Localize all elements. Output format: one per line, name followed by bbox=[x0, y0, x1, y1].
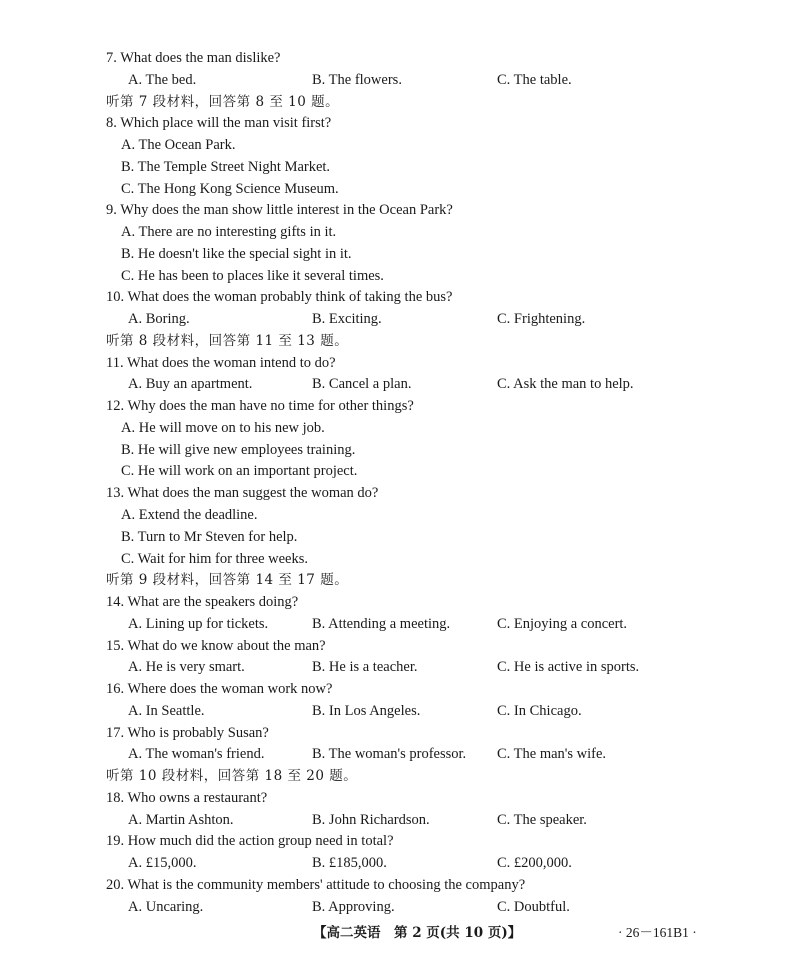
question-stem bbox=[0, 679, 800, 699]
option-line bbox=[0, 461, 800, 481]
option-text: A. There are no interesting gifts in it. bbox=[121, 224, 337, 241]
question-text: 12. Why does the man have no time for other things? bbox=[106, 398, 414, 415]
option-a: A. The bed. bbox=[128, 71, 197, 88]
option-line bbox=[0, 505, 800, 525]
options-row bbox=[0, 70, 800, 90]
option-line bbox=[0, 135, 800, 155]
option-b: B. He is a teacher. bbox=[312, 659, 418, 676]
question-text: 13. What does the man suggest the woman do? bbox=[106, 485, 379, 502]
section-instruction bbox=[0, 331, 800, 351]
option-b: B. Cancel a plan. bbox=[312, 376, 412, 393]
question-text: 16. Where does the woman work now? bbox=[106, 681, 333, 697]
option-a: A. Buy an apartment. bbox=[128, 376, 253, 393]
option-b: B. The flowers. bbox=[312, 71, 402, 88]
option-line bbox=[0, 266, 800, 286]
question-stem bbox=[0, 287, 800, 307]
footer-code: · 26－161B1 · bbox=[618, 925, 697, 940]
option-line bbox=[0, 222, 800, 242]
question-stem bbox=[0, 200, 800, 220]
question-text: 19. How much did the action group need in total? bbox=[106, 833, 394, 850]
question-stem bbox=[0, 636, 800, 656]
option-c: C. Frightening. bbox=[497, 311, 586, 328]
option-text: A. The Ocean Park. bbox=[121, 137, 236, 153]
options-row bbox=[0, 701, 800, 721]
option-a: A. The woman's friend. bbox=[128, 746, 265, 763]
question-stem bbox=[0, 723, 800, 743]
option-a: A. Boring. bbox=[128, 311, 190, 328]
option-line bbox=[0, 440, 800, 460]
question-text: 8. Which place will the man visit first? bbox=[106, 115, 332, 132]
option-b: B. The woman's professor. bbox=[312, 746, 467, 763]
instruction-text: 听第 7 段材料，回答第 8 至 10 题。 bbox=[106, 93, 340, 110]
option-a: A. Lining up for tickets. bbox=[128, 615, 269, 632]
option-a: A. Uncaring. bbox=[128, 898, 204, 915]
options-row bbox=[0, 657, 800, 677]
question-stem bbox=[0, 592, 800, 612]
option-text: B. Turn to Mr Steven for help. bbox=[121, 528, 298, 545]
option-b: B. £185,000. bbox=[312, 855, 387, 872]
question-stem bbox=[0, 113, 800, 133]
option-text: B. He will give new employees training. bbox=[121, 441, 356, 458]
question-stem bbox=[0, 875, 800, 895]
option-line bbox=[0, 418, 800, 438]
option-c: C. In Chicago. bbox=[497, 702, 582, 719]
option-c: C. The table. bbox=[497, 71, 572, 88]
option-a: A. £15,000. bbox=[128, 855, 197, 872]
options-row bbox=[0, 614, 800, 634]
option-b: B. In Los Angeles. bbox=[312, 702, 421, 719]
option-text: A. He will move on to his new job. bbox=[121, 419, 325, 436]
options-row bbox=[0, 810, 800, 830]
option-text: C. He has been to places like it several times. bbox=[121, 267, 384, 284]
question-text: 7. What does the man dislike? bbox=[106, 50, 281, 66]
options-row bbox=[0, 309, 800, 329]
option-text: C. He will work on an important project. bbox=[121, 463, 358, 480]
question-text: 11. What does the woman intend to do? bbox=[106, 354, 336, 371]
option-c: C. The man's wife. bbox=[497, 746, 607, 763]
footer-page-info: 【高二英语 第 2 页(共 10 页)】 bbox=[313, 925, 522, 941]
question-text: 9. Why does the man show little interest in the Ocean Park? bbox=[106, 202, 453, 219]
section-instruction bbox=[0, 92, 800, 112]
option-a: A. In Seattle. bbox=[128, 702, 205, 719]
option-b: B. John Richardson. bbox=[312, 811, 430, 828]
option-c: C. Doubtful. bbox=[497, 898, 570, 915]
instruction-text: 听第 9 段材料，回答第 14 至 17 题。 bbox=[106, 572, 349, 589]
option-line bbox=[0, 527, 800, 547]
option-a: A. Martin Ashton. bbox=[128, 811, 234, 828]
option-line bbox=[0, 549, 800, 569]
options-row bbox=[0, 374, 800, 394]
option-text: A. Extend the deadline. bbox=[121, 507, 258, 523]
option-c: C. He is active in sports. bbox=[497, 659, 640, 676]
option-text: B. He doesn't like the special sight in it. bbox=[121, 245, 352, 262]
instruction-text: 听第 10 段材料，回答第 18 至 20 题。 bbox=[106, 768, 358, 785]
option-b: B. Exciting. bbox=[312, 311, 382, 328]
option-text: B. The Temple Street Night Market. bbox=[121, 158, 331, 175]
options-row bbox=[0, 897, 800, 917]
section-instruction bbox=[0, 766, 800, 786]
question-stem bbox=[0, 353, 800, 373]
question-text: 14. What are the speakers doing? bbox=[106, 594, 299, 610]
option-b: B. Approving. bbox=[312, 898, 395, 915]
option-c: C. The speaker. bbox=[497, 811, 587, 828]
option-line bbox=[0, 157, 800, 177]
option-c: C. Enjoying a concert. bbox=[497, 615, 628, 632]
option-c: C. Ask the man to help. bbox=[497, 376, 634, 393]
section-instruction bbox=[0, 570, 800, 590]
question-text: 17. Who is probably Susan? bbox=[106, 724, 269, 741]
question-text: 18. Who owns a restaurant? bbox=[106, 789, 268, 806]
question-stem bbox=[0, 483, 800, 503]
question-stem bbox=[0, 396, 800, 416]
options-row bbox=[0, 853, 800, 873]
option-line bbox=[0, 244, 800, 264]
question-stem bbox=[0, 788, 800, 808]
instruction-text: 听第 8 段材料，回答第 11 至 13 题。 bbox=[106, 332, 349, 349]
option-b: B. Attending a meeting. bbox=[312, 615, 451, 632]
question-stem bbox=[0, 831, 800, 851]
option-c: C. £200,000. bbox=[497, 855, 572, 872]
option-line bbox=[0, 179, 800, 199]
option-text: C. The Hong Kong Science Museum. bbox=[121, 180, 339, 197]
question-stem bbox=[0, 48, 800, 68]
question-text: 10. What does the woman probably think of taking the bus? bbox=[106, 289, 453, 306]
option-text: C. Wait for him for three weeks. bbox=[121, 550, 309, 567]
question-text: 15. What do we know about the man? bbox=[106, 637, 326, 654]
options-row bbox=[0, 744, 800, 764]
question-text: 20. What is the community members' attitude to choosing the company? bbox=[106, 876, 526, 893]
option-a: A. He is very smart. bbox=[128, 659, 245, 676]
page-footer bbox=[0, 923, 800, 943]
